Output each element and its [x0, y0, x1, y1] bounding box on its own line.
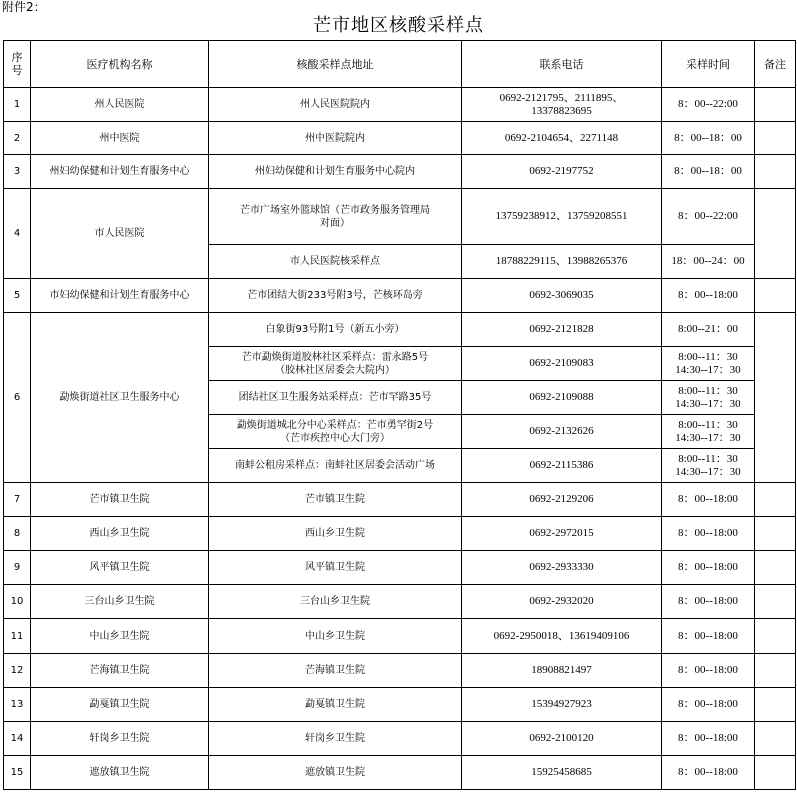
institution-name: 西山乡卫生院 — [31, 517, 209, 551]
institution-name: 州中医院 — [31, 122, 209, 155]
header-index: 序 号 — [4, 41, 31, 88]
row-index: 4 — [4, 189, 31, 279]
row-index: 10 — [4, 585, 31, 619]
institution-name: 芒海镇卫生院 — [31, 654, 209, 688]
contact-phone: 13759238912、13759208551 — [462, 189, 662, 245]
sampling-sites-table — [3, 40, 796, 790]
sampling-time: 8:00--21：00 — [662, 313, 755, 347]
institution-name: 遮放镇卫生院 — [31, 756, 209, 790]
institution-name: 市妇幼保健和计划生育服务中心 — [31, 279, 209, 313]
contact-phone: 18908821497 — [462, 654, 662, 688]
contact-phone: 0692-2132626 — [462, 415, 662, 449]
site-address: 风平镇卫生院 — [209, 551, 462, 585]
contact-phone: 0692-2950018、13619409106 — [462, 619, 662, 654]
sampling-time: 8:00--11：30 14:30--17：30 — [662, 381, 755, 415]
row-index: 15 — [4, 756, 31, 790]
sampling-time: 8：00--22:00 — [662, 88, 755, 122]
institution-name: 芒市镇卫生院 — [31, 483, 209, 517]
site-address: 轩岗乡卫生院 — [209, 722, 462, 756]
table-row — [4, 688, 796, 722]
site-address: 遮放镇卫生院 — [209, 756, 462, 790]
sampling-time: 8：00--18:00 — [662, 688, 755, 722]
site-address: 芒市团结大街233号附3号，芒核环岛旁 — [209, 279, 462, 313]
table-row — [4, 155, 796, 189]
sampling-time: 8：00--18:00 — [662, 517, 755, 551]
remark-cell — [755, 155, 796, 189]
institution-name: 州人民医院 — [31, 88, 209, 122]
table-row — [4, 483, 796, 517]
row-index: 12 — [4, 654, 31, 688]
site-address: 市人民医院核采样点 — [209, 245, 462, 279]
contact-phone: 15394927923 — [462, 688, 662, 722]
site-address: 芒市镇卫生院 — [209, 483, 462, 517]
header-address: 核酸采样点地址 — [209, 41, 462, 88]
header-row — [4, 41, 796, 88]
table-row — [4, 585, 796, 619]
sampling-time: 8：00--18:00 — [662, 722, 755, 756]
remark-cell — [755, 279, 796, 313]
sampling-time: 8：00--18:00 — [662, 279, 755, 313]
contact-phone: 0692-2933330 — [462, 551, 662, 585]
institution-name: 风平镇卫生院 — [31, 551, 209, 585]
table-row — [4, 313, 796, 347]
contact-phone: 18788229115、13988265376 — [462, 245, 662, 279]
site-address: 州中医院院内 — [209, 122, 462, 155]
sampling-time: 8：00--18：00 — [662, 155, 755, 189]
remark-cell — [755, 654, 796, 688]
sampling-time: 8：00--18:00 — [662, 585, 755, 619]
contact-phone: 0692-2104654、2271148 — [462, 122, 662, 155]
site-address: 三台山乡卫生院 — [209, 585, 462, 619]
contact-phone: 0692-2972015 — [462, 517, 662, 551]
institution-name: 勐戛镇卫生院 — [31, 688, 209, 722]
row-index: 3 — [4, 155, 31, 189]
row-index: 2 — [4, 122, 31, 155]
site-address: 南蚌公租房采样点：南蚌社区居委会活动广场 — [209, 449, 462, 483]
remark-cell — [755, 722, 796, 756]
page-title: 芒市地区核酸采样点 — [313, 15, 484, 36]
contact-phone: 0692-2121828 — [462, 313, 662, 347]
sampling-time: 18：00--24：00 — [662, 245, 755, 279]
institution-name: 中山乡卫生院 — [31, 619, 209, 654]
row-index: 6 — [4, 313, 31, 483]
site-address: 芒市广场室外篮球馆（芒市政务服务管理局 对面） — [209, 189, 462, 245]
site-address: 芒市勐焕街道胶林社区采样点：雷永路5号 （胶林社区居委会大院内） — [209, 347, 462, 381]
contact-phone: 0692-2109083 — [462, 347, 662, 381]
header-institution: 医疗机构名称 — [31, 41, 209, 88]
attachment-label: 附件2： — [2, 0, 46, 14]
sampling-time: 8：00--18：00 — [662, 122, 755, 155]
site-address: 中山乡卫生院 — [209, 619, 462, 654]
table-row — [4, 619, 796, 654]
contact-phone: 0692-2197752 — [462, 155, 662, 189]
table-row — [4, 279, 796, 313]
row-index: 8 — [4, 517, 31, 551]
remark-cell — [755, 619, 796, 654]
remark-cell — [755, 483, 796, 517]
remark-cell — [755, 585, 796, 619]
row-index: 9 — [4, 551, 31, 585]
remark-cell — [755, 688, 796, 722]
institution-name: 勐焕街道社区卫生服务中心 — [31, 313, 209, 483]
remark-cell — [755, 88, 796, 122]
site-address: 芒海镇卫生院 — [209, 654, 462, 688]
contact-phone: 0692-2115386 — [462, 449, 662, 483]
site-address: 西山乡卫生院 — [209, 517, 462, 551]
site-address: 州人民医院院内 — [209, 88, 462, 122]
row-index: 1 — [4, 88, 31, 122]
contact-phone: 0692-2129206 — [462, 483, 662, 517]
institution-name: 轩岗乡卫生院 — [31, 722, 209, 756]
row-index: 14 — [4, 722, 31, 756]
remark-cell — [755, 517, 796, 551]
row-index: 5 — [4, 279, 31, 313]
site-address: 州妇幼保健和计划生育服务中心院内 — [209, 155, 462, 189]
contact-phone: 0692-2100120 — [462, 722, 662, 756]
table-row — [4, 722, 796, 756]
sampling-time: 8：00--18:00 — [662, 483, 755, 517]
site-address: 勐戛镇卫生院 — [209, 688, 462, 722]
row-index: 7 — [4, 483, 31, 517]
sampling-time: 8:00--11：30 14:30--17：30 — [662, 347, 755, 381]
table-row — [4, 551, 796, 585]
remark-cell — [755, 756, 796, 790]
sampling-time: 8：00--18:00 — [662, 619, 755, 654]
contact-phone: 15925458685 — [462, 756, 662, 790]
sampling-time: 8：00--18:00 — [662, 551, 755, 585]
contact-phone: 0692-2109088 — [462, 381, 662, 415]
contact-phone: 0692-2932020 — [462, 585, 662, 619]
table-row — [4, 517, 796, 551]
table-row — [4, 756, 796, 790]
sampling-time: 8：00--22:00 — [662, 189, 755, 245]
remark-cell — [755, 122, 796, 155]
row-index: 11 — [4, 619, 31, 654]
row-index: 13 — [4, 688, 31, 722]
table-row — [4, 654, 796, 688]
remark-cell — [755, 551, 796, 585]
remark-cell — [755, 313, 796, 483]
table-body — [4, 88, 796, 790]
institution-name: 市人民医院 — [31, 189, 209, 279]
table-row — [4, 88, 796, 122]
header-phone: 联系电话 — [462, 41, 662, 88]
contact-phone: 0692-3069035 — [462, 279, 662, 313]
header-time: 采样时间 — [662, 41, 755, 88]
table-row — [4, 122, 796, 155]
sampling-time: 8：00--18:00 — [662, 756, 755, 790]
site-address: 团结社区卫生服务站采样点：芒市罕路35号 — [209, 381, 462, 415]
remark-cell — [755, 189, 796, 279]
header-remark: 备注 — [755, 41, 796, 88]
sampling-time: 8:00--11：30 14:30--17：30 — [662, 415, 755, 449]
sampling-time: 8:00--11：30 14:30--17：30 — [662, 449, 755, 483]
table-row — [4, 189, 796, 245]
institution-name: 三台山乡卫生院 — [31, 585, 209, 619]
sampling-time: 8：00--18:00 — [662, 654, 755, 688]
site-address: 白象街93号附1号（新五小旁） — [209, 313, 462, 347]
site-address: 勐焕街道城北分中心采样点：芒市勇罕街2号 （芒市疾控中心大门旁） — [209, 415, 462, 449]
institution-name: 州妇幼保健和计划生育服务中心 — [31, 155, 209, 189]
contact-phone: 0692-2121795、2111895、 13378823695 — [462, 88, 662, 122]
